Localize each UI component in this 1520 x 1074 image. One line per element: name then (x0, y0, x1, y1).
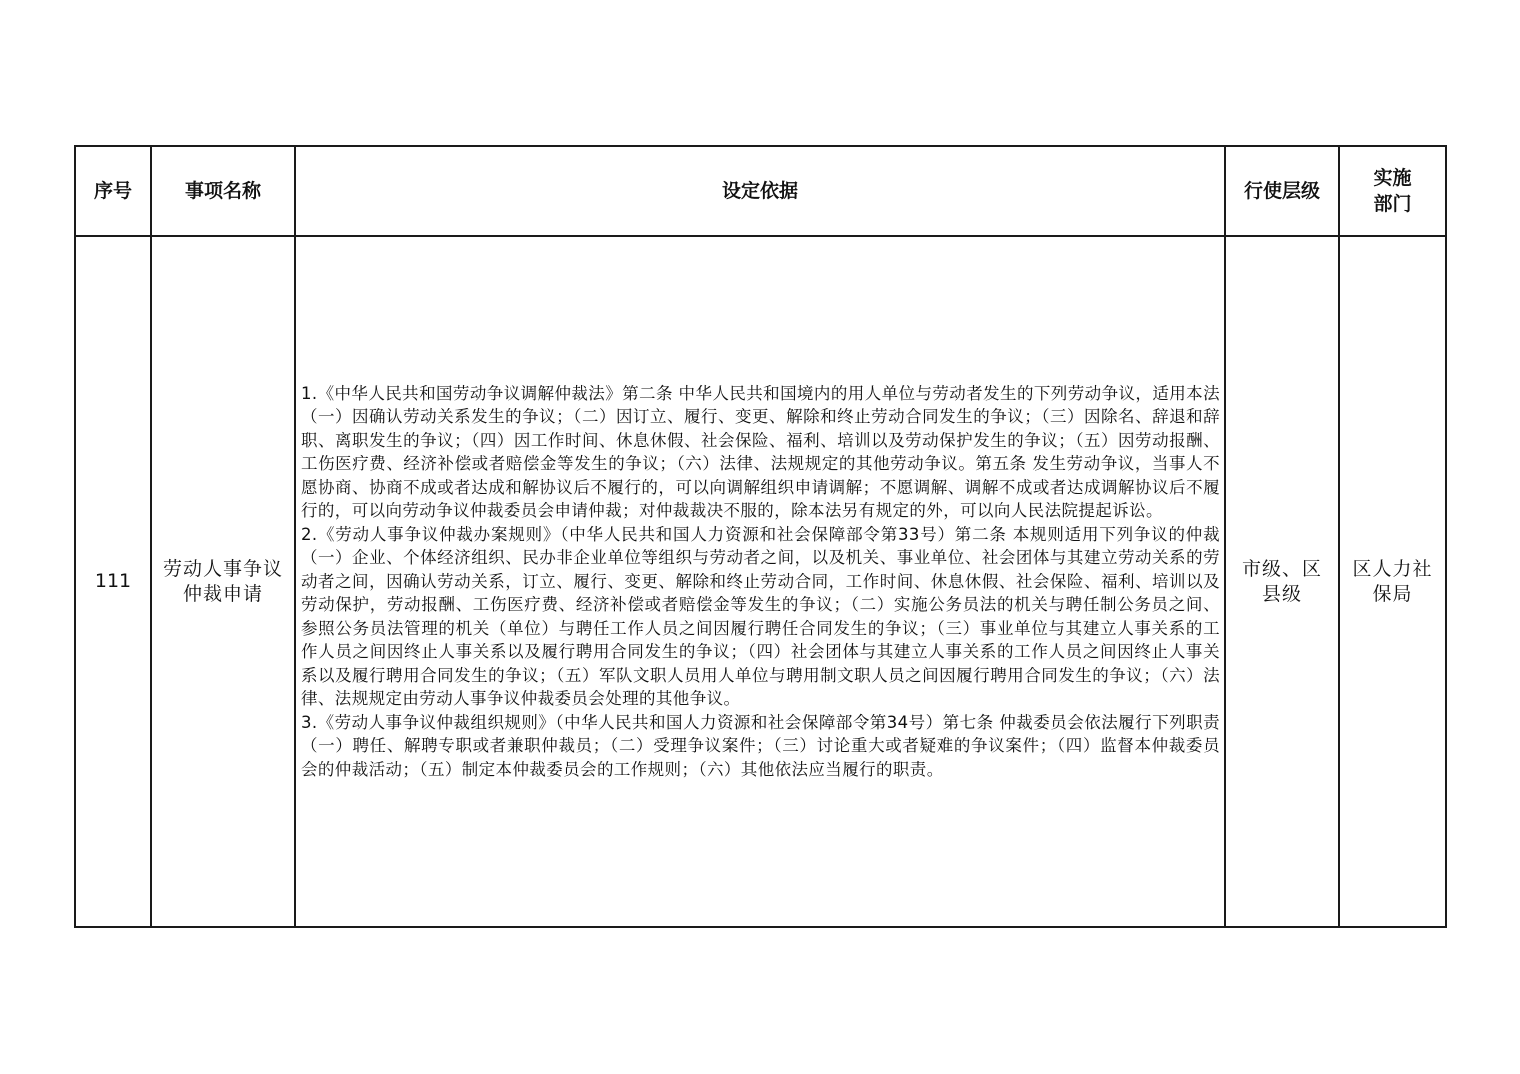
header-dept-label: 实施部门 (1373, 167, 1412, 215)
basis-paragraph-3: 3.《劳动人事争议仲裁组织规则》（中华人民共和国人力资源和社会保障部令第34号）第七条 仲裁委员会依法履行下列职责 （一）聘任、解聘专职或者兼职仲裁员；（二）受理争议案件；（三）讨论重大或者疑难的争议案件；（四）监督本仲裁委员会的仲裁活动；（五）制定本仲裁委员会的工作规则；（六）其他依法应当履行的职责。 (301, 712, 1220, 779)
matters-table (74, 145, 1447, 928)
header-item-name: 事项名称 (151, 146, 295, 236)
header-seq: 序号 (75, 146, 151, 236)
table-row (75, 236, 1446, 927)
cell-item-name (151, 236, 295, 927)
header-basis: 设定依据 (295, 146, 1225, 236)
header-dept (1339, 146, 1446, 236)
cell-basis (295, 236, 1225, 927)
level-text: 市级、区县级 (1241, 557, 1322, 605)
header-level: 行使层级 (1225, 146, 1339, 236)
basis-paragraph-2: 2.《劳动人事争议仲裁办案规则》（中华人民共和国人力资源和社会保障部令第33号）第二条 本规则适用下列争议的仲裁 （一）企业、个体经济组织、民办非企业单位等组织与劳动者之间，以及机关、事业单位、社会团体与其建立劳动关系的劳动者之间，因确认劳动关系，订立、履行、变更、解除和终止劳动合同，工作时间、休息休假、社会保险、福利、培训以及劳动保护，劳动报酬、工伤医疗费、经济补偿或者赔偿金等发生的争议；（二）实施公务员法的机关与聘任制公务员之间、参照公务员法管理的机关（单位）与聘任工作人员之间因履行聘任合同发生的争议；（三）事业单位与其建立人事关系的工作人员之间因终止人事关系以及履行聘用合同发生的争议；（四）社会团体与其建立人事关系的工作人员之间因终止人事关系以及履行聘用合同发生的争议；（五）军队文职人员用人单位与聘用制文职人员之间因履行聘用合同发生的争议；（六）法律、法规规定由劳动人事争议仲裁委员会处理的其他争议。 (301, 524, 1220, 709)
item-name-text: 劳动人事争议仲裁申请 (162, 557, 283, 605)
cell-level (1225, 236, 1339, 927)
cell-dept (1339, 236, 1446, 927)
dept-text: 区人力社保局 (1352, 557, 1433, 605)
table-header-row (75, 146, 1446, 236)
cell-seq: 111 (75, 236, 151, 927)
basis-paragraph-1: 1.《中华人民共和国劳动争议调解仲裁法》第二条 中华人民共和国境内的用人单位与劳动者发生的下列劳动争议，适用本法 （一）因确认劳动关系发生的争议；（二）因订立、履行、变更、解除和终止劳动合同发生的争议；（三）因除名、辞退和辞职、离职发生的争议；（四）因工作时间、休息休假、社会保险、福利、培训以及劳动保护发生的争议；（五）因劳动报酬、工伤医疗费、经济补偿或者赔偿金等发生的争议；（六）法律、法规规定的其他劳动争议。第五条 发生劳动争议，当事人不愿协商、协商不成或者达成和解协议后不履行的，可以向调解组织申请调解；不愿调解、调解不成或者达成调解协议后不履行的，可以向劳动争议仲裁委员会申请仲裁；对仲裁裁决不服的，除本法另有规定的外，可以向人民法院提起诉讼。 (301, 383, 1220, 521)
